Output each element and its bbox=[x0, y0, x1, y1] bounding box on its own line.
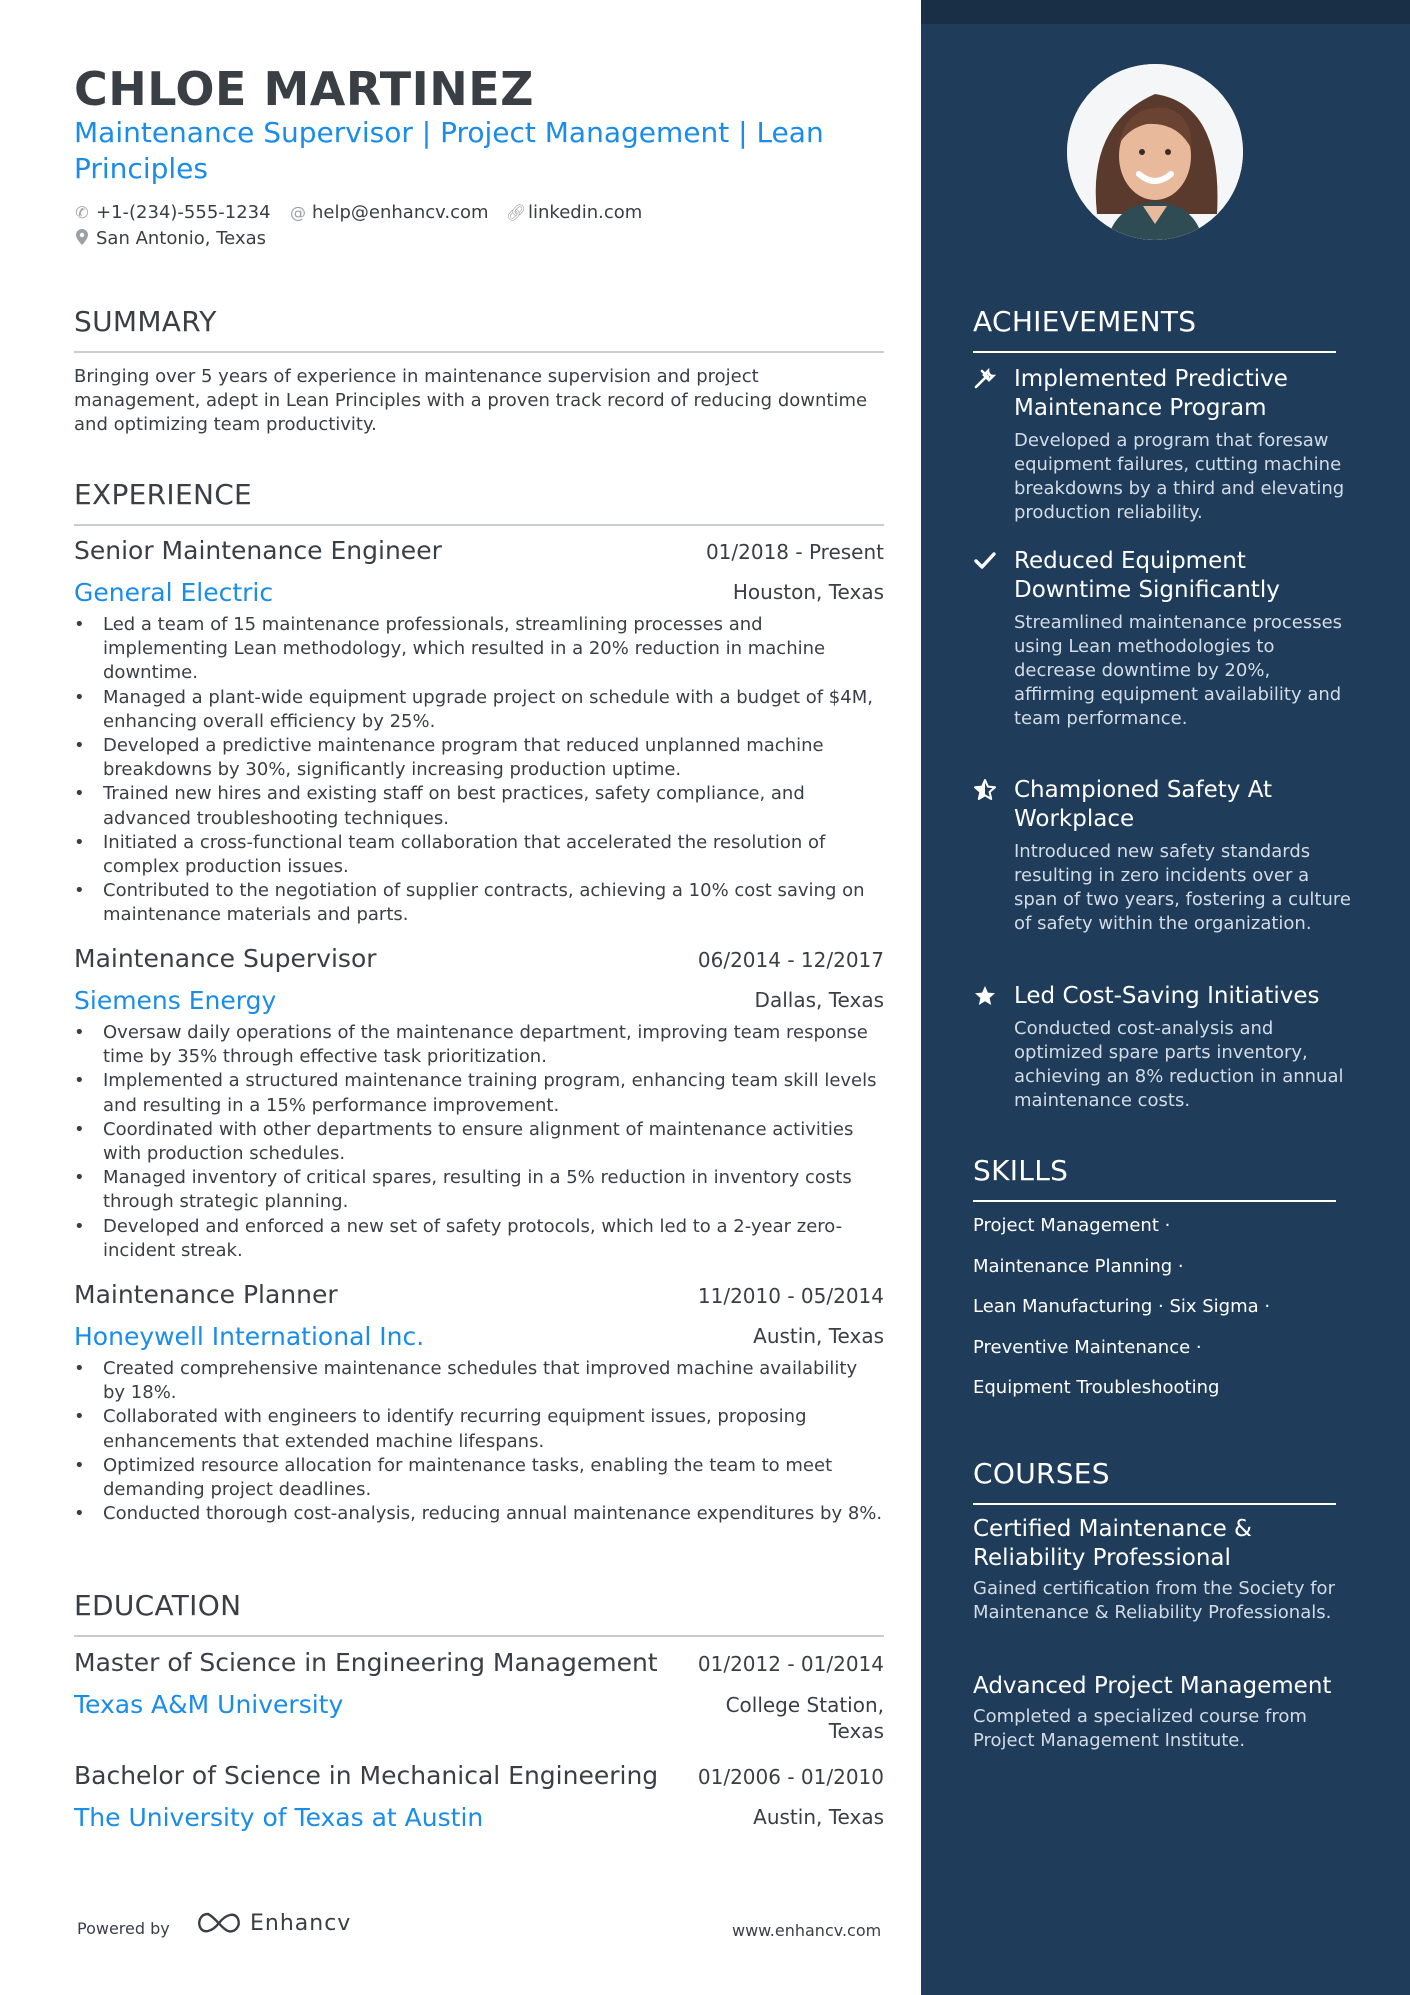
education-location-line: Texas bbox=[828, 1719, 884, 1743]
job-title: Maintenance Planner bbox=[74, 1280, 338, 1309]
education-rule bbox=[74, 1635, 884, 1637]
job-location: Austin, Texas bbox=[753, 1324, 884, 1348]
skill-row: Equipment Troubleshooting bbox=[973, 1377, 1220, 1398]
company-name: General Electric bbox=[74, 578, 274, 607]
powered-by-label: Powered by bbox=[77, 1919, 170, 1938]
courses-title: COURSES bbox=[973, 1457, 1110, 1490]
star-half-icon bbox=[973, 778, 997, 802]
enhancv-logo[interactable] bbox=[196, 1910, 351, 1936]
course-title: Advanced Project Management bbox=[973, 1673, 1332, 1699]
summary-rule bbox=[74, 351, 884, 353]
course-title: Certified Maintenance & Reliability Professional bbox=[973, 1516, 1252, 1571]
achievements-title: ACHIEVEMENTS bbox=[973, 305, 1197, 338]
education-title: EDUCATION bbox=[74, 1589, 242, 1622]
job-bullet: • Led a team of 15 maintenance professionals, streamlining processes and implementing Lean methodology, which resulted in a 20% reduction in machine downtime. bbox=[74, 613, 884, 686]
achievement-title: Led Cost-Saving Initiatives bbox=[1014, 983, 1320, 1009]
job-bullets bbox=[74, 1021, 884, 1263]
email-link[interactable]: help@enhancv.com bbox=[312, 202, 489, 223]
skill-row: Project Management · bbox=[973, 1215, 1171, 1236]
job-title: Senior Maintenance Engineer bbox=[74, 536, 442, 565]
degree-title: Master of Science in Engineering Management bbox=[74, 1648, 658, 1677]
job-bullets bbox=[74, 613, 884, 928]
achievement-title: Championed Safety At Workplace bbox=[1014, 777, 1273, 832]
job-bullets bbox=[74, 1357, 884, 1526]
job-location: Houston, Texas bbox=[732, 580, 884, 604]
tools-icon bbox=[973, 367, 997, 391]
job-bullet: • Collaborated with engineers to identify recurring equipment issues, proposing enhancements that extended machine lifespans. bbox=[74, 1405, 884, 1453]
job-title: Maintenance Supervisor bbox=[74, 944, 377, 973]
job-bullet: • Conducted thorough cost-analysis, reducing annual maintenance expenditures by 8%. bbox=[74, 1502, 884, 1526]
skills-title: SKILLS bbox=[973, 1154, 1069, 1187]
job-bullet: • Initiated a cross-functional team collaboration that accelerated the resolution of complex production issues. bbox=[74, 831, 884, 879]
achievement-title: Reduced Equipment Downtime Significantly bbox=[1014, 548, 1280, 603]
course-item bbox=[973, 1515, 1343, 1625]
candidate-name: CHLOE MARTINEZ bbox=[74, 62, 534, 116]
achievement-item bbox=[973, 365, 1353, 525]
achievements-rule bbox=[973, 351, 1336, 353]
achievement-item bbox=[973, 982, 1353, 1113]
skill-row: Preventive Maintenance · bbox=[973, 1337, 1202, 1358]
location-text: San Antonio, Texas bbox=[96, 228, 266, 249]
job-bullet: • Oversaw daily operations of the maintenance department, improving team response time by 35% through effective task prioritization. bbox=[74, 1021, 884, 1069]
enhancv-logo-icon bbox=[196, 1910, 242, 1936]
achievement-desc: Developed a program that foresaw equipment failures, cutting machine breakdowns by a third and elevating production reliability. bbox=[1014, 430, 1345, 523]
achievement-item bbox=[973, 776, 1353, 936]
achievement-item bbox=[973, 547, 1353, 731]
sidebar bbox=[921, 0, 1410, 1995]
job-bullet: • Trained new hires and existing staff on best practices, safety compliance, and advanced troubleshooting techniques. bbox=[74, 782, 884, 830]
phone-icon: ✆ bbox=[75, 203, 89, 222]
checkmark-icon bbox=[973, 549, 997, 573]
achievement-title: Implemented Predictive Maintenance Program bbox=[1014, 366, 1288, 421]
job-bullet: • Developed a predictive maintenance program that reduced unplanned machine breakdowns by 30%, significantly increasing production uptime. bbox=[74, 734, 884, 782]
achievement-desc: Introduced new safety standards resulting in zero incidents over a span of two years, fostering a culture of safety within the organization. bbox=[1014, 841, 1351, 934]
degree-title: Bachelor of Science in Mechanical Engineering bbox=[74, 1761, 659, 1790]
job-location: Dallas, Texas bbox=[754, 988, 884, 1012]
education-location: Austin, Texas bbox=[753, 1805, 884, 1829]
phone-text: +1-(234)-555-1234 bbox=[96, 202, 271, 223]
job-bullet: • Managed a plant-wide equipment upgrade project on schedule with a budget of $4M, enhancing overall efficiency by 25%. bbox=[74, 686, 884, 734]
course-item bbox=[973, 1672, 1343, 1753]
at-icon: @ bbox=[290, 203, 306, 222]
experience-rule bbox=[74, 524, 884, 526]
headline: Maintenance Supervisor | Project Management | Lean Principles bbox=[74, 116, 824, 185]
school-name: The University of Texas at Austin bbox=[74, 1803, 484, 1832]
company-name: Siemens Energy bbox=[74, 986, 277, 1015]
skill-row: Maintenance Planning · bbox=[973, 1256, 1184, 1277]
job-bullet: • Managed inventory of critical spares, resulting in a 5% reduction in inventory costs through strategic planning. bbox=[74, 1166, 884, 1214]
star-icon bbox=[973, 984, 997, 1008]
education-location-line: College Station, bbox=[725, 1693, 884, 1717]
footer-url[interactable]: www.enhancv.com bbox=[732, 1921, 882, 1940]
courses-rule bbox=[973, 1503, 1336, 1505]
experience-title: EXPERIENCE bbox=[74, 478, 253, 511]
achievement-desc: Conducted cost-analysis and optimized spare parts inventory, achieving an 8% reduction in annual maintenance costs. bbox=[1014, 1018, 1344, 1111]
summary-text: Bringing over 5 years of experience in maintenance supervision and project management, adept in Lean Principles with a proven track record of reducing downtime and optimizing team productivity. bbox=[74, 366, 868, 435]
achievement-desc: Streamlined maintenance processes using Lean methodologies to decrease downtime by 20%, affirming equipment availability and team performance. bbox=[1014, 612, 1343, 729]
job-bullet: • Contributed to the negotiation of supplier contracts, achieving a 10% cost saving on maintenance materials and parts. bbox=[74, 879, 884, 927]
job-bullet: • Optimized resource allocation for maintenance tasks, enabling the team to meet demanding project deadlines. bbox=[74, 1454, 884, 1502]
education-dates: 01/2012 - 01/2014 bbox=[697, 1652, 884, 1676]
enhancv-brand: Enhancv bbox=[250, 1910, 352, 1936]
location-pin-icon bbox=[74, 229, 90, 249]
contact-phone bbox=[74, 202, 271, 223]
job-bullet: • Coordinated with other departments to ensure alignment of maintenance activities with production schedules. bbox=[74, 1118, 884, 1166]
education-location bbox=[726, 1692, 884, 1744]
summary-title: SUMMARY bbox=[74, 305, 217, 338]
course-desc: Completed a specialized course from Project Management Institute. bbox=[973, 1706, 1307, 1751]
job-dates: 01/2018 - Present bbox=[705, 540, 884, 564]
job-bullet: • Developed and enforced a new set of safety protocols, which led to a 2-year zero-incident streak. bbox=[74, 1215, 884, 1263]
job-bullet: • Created comprehensive maintenance schedules that improved machine availability by 18%. bbox=[74, 1357, 884, 1405]
course-desc: Gained certification from the Society for Maintenance & Reliability Professionals. bbox=[973, 1578, 1335, 1623]
contact-linkedin[interactable] bbox=[506, 202, 642, 223]
skills-rule bbox=[973, 1200, 1336, 1202]
education-dates: 01/2006 - 01/2010 bbox=[697, 1765, 884, 1789]
skill-row: Lean Manufacturing · Six Sigma · bbox=[973, 1296, 1271, 1317]
contact-location bbox=[74, 228, 266, 249]
job-dates: 06/2014 - 12/2017 bbox=[697, 948, 884, 972]
job-dates: 11/2010 - 05/2014 bbox=[697, 1284, 884, 1308]
company-name: Honeywell International Inc. bbox=[74, 1322, 425, 1351]
school-name: Texas A&M University bbox=[74, 1690, 344, 1719]
contact-email[interactable] bbox=[290, 202, 489, 223]
linkedin-link[interactable]: linkedin.com bbox=[528, 202, 643, 223]
sidebar-top-band bbox=[921, 0, 1410, 24]
avatar bbox=[1067, 64, 1243, 240]
link-icon: 🔗︎ bbox=[506, 203, 527, 222]
job-bullet: • Implemented a structured maintenance training program, enhancing team skill levels and resulting in a 15% performance improvement. bbox=[74, 1069, 884, 1117]
